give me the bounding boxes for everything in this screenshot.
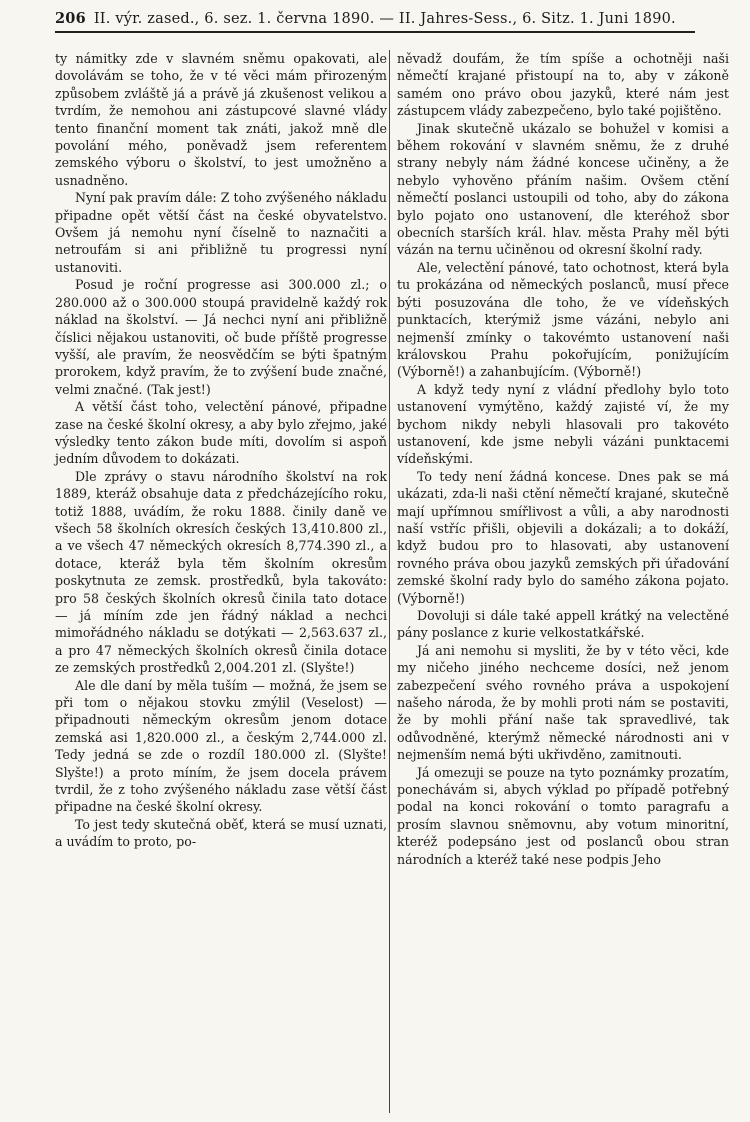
- paragraph: Nyní pak pravím dále: Z toho zvýšeného nákladu připadne opět větší část na české obyvatelstvo. Ovšem já nemohu nyní číselně to naznačiti a netroufám si ani přibližně tu progressi nyní ustanoviti.: [55, 190, 387, 275]
- column-divider: [389, 50, 390, 1113]
- paragraph: To tedy není žádná koncese. Dnes pak se má ukázati, zda-li naši ctění němečtí krajané, skutečně mají upřímnou smířlivost a vůli, a aby narodnosti naší vstříc přišli, objevili a dokázali; a to dokáží, když budou pro to hlasovati, aby ustanovení rovného práva obou jazyků zemských při úřadování zemské školní rady bylo do samého zákona pojato. (Výborně!): [397, 468, 729, 606]
- paragraph: To jest tedy skutečná oběť, která se musí uznati, a uvádím to proto, po-: [55, 816, 387, 850]
- page-number: 206: [55, 10, 86, 27]
- paragraph: ty námitky zde v slavném sněmu opakovati, ale dovolávám se toho, že v té věci mám přirozeným způsobem zvláště já a právě já zkušenost velikou a tvrdím, že nemohou ani zástupcové slavné vlády tento finanční moment tak znáti, jakož mně dle povolání mého, poněvadž jsem referentem zemského výboru o školství, to jest umožněno a usnadněno.: [55, 51, 387, 188]
- page-header: [55, 10, 695, 33]
- paragraph: Já ani nemohu si mysliti, že by v této věci, kde my ničeho jiného nechceme dosíci, než jenom zabezpečení svého rovného práva a uspokojení našeho národa, že by mohli proti nám se postaviti, že by mohli přání naše tak spravedlivé, tak odůvodněné, kterýmž německé národnosti ani v nejmenším nemá býti ukřivděno, zamitnouti.: [397, 642, 729, 763]
- paragraph: A když tedy nyní z vládní předlohy bylo toto ustanovení vymýtěno, každý zajisté ví, že my bychom nikdy nebyli hlasovali pro takovéto ustanovení, kde jsme nebyli vázáni punktacemi vídeňskými.: [397, 381, 729, 467]
- paragraph: A větší část toho, velectění pánové, připadne zase na české školní okresy, a aby bylo zřejmo, jaké výsledky tento zákon bude míti, dovolím si aspoň jedním důvodem to dokázati.: [55, 399, 387, 467]
- paragraph: něvadž doufám, že tím spíše a ochotněji naši němečtí krajané přistoupí na to, aby v zákoně samém ono právo obou jazyků, které nám jest zástupcem vlády zabezpečeno, bylo také pojištěno.: [397, 51, 729, 119]
- paragraph: Ale, velectění pánové, tato ochotnost, která byla tu prokázána od německých poslanců, musí přece býti posuzována dle toho, že ve vídeňských punktacích, kterýmiž jsme vázáni, nebylo ani nejmenší zmínky o takovémto ustanovení naši královskou Prahu pokořujícím, ponižujícím (Výborně!) a zahanbujícím. (Výborně!): [397, 259, 729, 380]
- left-column: [55, 50, 387, 851]
- paragraph: Já omezuji se pouze na tyto poznámky prozatím, ponechávám si, abych výklad po případě potřebný podal na konci rokování o tomto paragrafu a prosím slavnou sněmovnu, aby votum minoritní, kteréž podepsáno jest od poslanců obou stran národních a kteréž také nese podpis Jeho: [397, 764, 729, 867]
- paragraph: Posud je roční progresse asi 300.000 zl.; o 280.000 až o 300.000 stoupá pravidelně každý rok náklad na školství. — Já nechci nyní ani přibližně číslici nějakou ustanoviti, oč bude příště progresse vyšší, ale pravím, že neosvědčím se býti špatným prorokem, když pravím, že to zvýšení bude značné, velmi značné. (Tak jest!): [55, 277, 387, 397]
- paragraph: Dovoluji si dále také appell krátký na velectěné pány poslance z kurie velkostatkářské.: [397, 608, 729, 641]
- right-column: [397, 50, 729, 868]
- running-head: II. výr. zased., 6. sez. 1. června 1890. — II. Jahres-Sess., 6. Sitz. 1. Juni 1890.: [93, 11, 676, 27]
- paragraph: Ale dle daní by měla tuším — možná, že jsem se při tom o nějakou stovku zmýlil (Veselost) — připadnouti německým okresům jenom dotace zemská asi 1,820.000 zl., a českým 2,744.000 zl. Tedy jedná se zde o rozdíl 180.000 zl. (Slyšte! Slyšte!) a proto míním, že jsem docela právem tvrdil, že z toho zvýšeného nákladu zase větší část připadne na české školní okresy.: [55, 677, 387, 815]
- paragraph: Jinak skutečně ukázalo se bohužel v komisi a během rokování v slavném sněmu, že z druhé strany nebyly nám žádné koncese učiněny, a že nebylo vyhověno přáním našim. Ovšem ctění němečtí poslanci ustoupili od toho, aby do zákona bylo pojato ono ustanovení, dle kteréhož sbor obecních starších král. hlav. města Prahy měl býti vázán na ternu učiněnou od okresní školní rady.: [397, 120, 729, 258]
- paragraph: Dle zprávy o stavu národního školství na rok 1889, kteráž obsahuje data z předcházejícího roku, totiž 1888, uvádím, že roku 1888. činily daně ve všech 58 školních okresích českých 13,410.800 zl., a ve všech 47 německých okresích 8,774.390 zl., a dotace, kteráž byla těm školním okresům poskytnuta ze zemsk. prostředků, byla takováto: pro 58 českých školních okresů činila tato dotace — já míním zde jen řádný náklad a nechci mimořádného nákladu se dotýkati — 2,563.637 zl., a pro 47 německých školních okresů činila dotace ze zemských prostředků 2,004.201 zl. (Slyšte!): [55, 468, 387, 676]
